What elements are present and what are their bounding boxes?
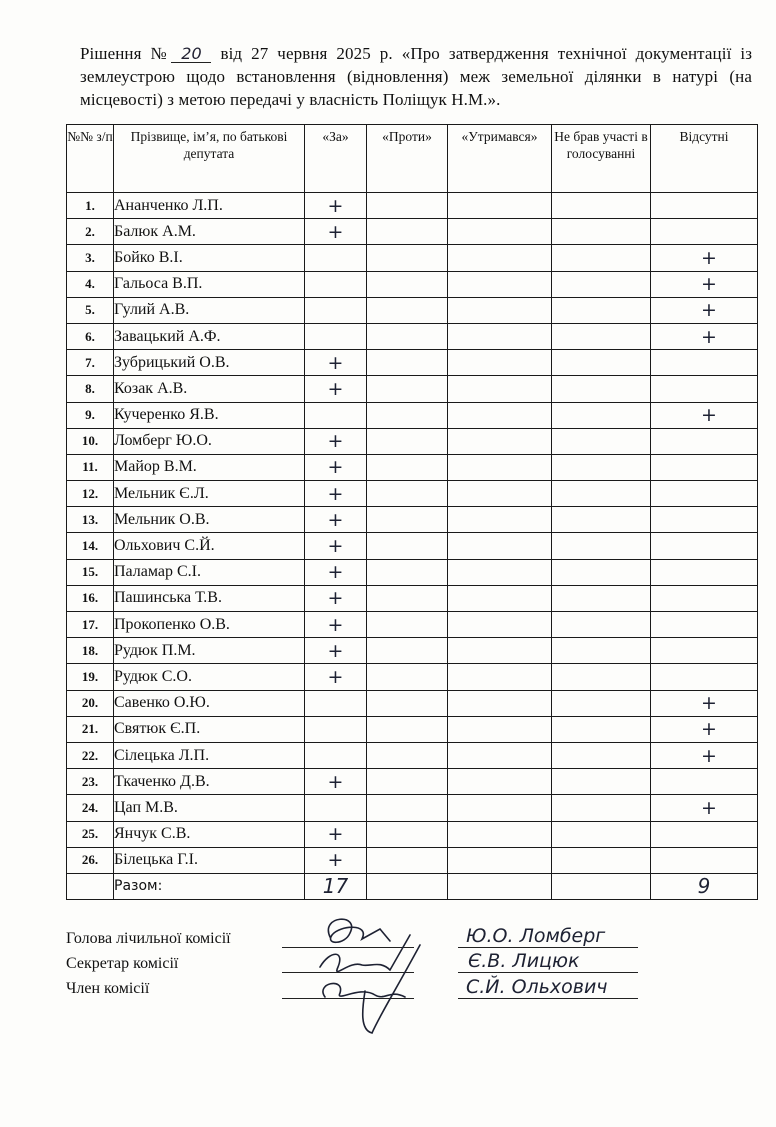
table-row <box>67 193 758 219</box>
vote-abstain-cell <box>448 847 552 873</box>
row-num: 22. <box>67 742 114 768</box>
chair-signature <box>328 919 390 942</box>
table-row <box>67 612 758 638</box>
vote-for-mark: + <box>305 559 367 585</box>
row-num: 9. <box>67 402 114 428</box>
table-row <box>67 821 758 847</box>
member-name-line <box>458 998 638 999</box>
vote-novote-cell <box>552 742 651 768</box>
deputy-name: Цап М.В. <box>114 795 305 821</box>
decision-prefix: Рішення № <box>80 44 172 63</box>
vote-against-cell <box>367 742 448 768</box>
vote-novote-cell <box>552 454 651 480</box>
vote-against-cell <box>367 297 448 323</box>
vote-abstain-cell <box>448 507 552 533</box>
member-label: Член комісії <box>66 980 150 997</box>
deputy-name: Зубрицький О.В. <box>114 350 305 376</box>
vote-for-mark: + <box>305 454 367 480</box>
vote-abstain-cell <box>448 821 552 847</box>
deputy-name: Пашинська Т.В. <box>114 585 305 611</box>
row-num: 21. <box>67 716 114 742</box>
vote-against-cell <box>367 245 448 271</box>
total-abstain <box>448 873 552 899</box>
table-row <box>67 795 758 821</box>
absent-mark <box>651 664 758 690</box>
vote-novote-cell <box>552 716 651 742</box>
vote-for-mark: + <box>305 507 367 533</box>
vote-abstain-cell <box>448 245 552 271</box>
vote-novote-cell <box>552 245 651 271</box>
member-signature <box>323 945 420 1033</box>
voting-table <box>66 124 758 900</box>
secretary-signature <box>320 935 410 971</box>
vote-novote-cell <box>552 376 651 402</box>
header-name: Прізвище, ім’я, по батькові депутата <box>114 125 305 193</box>
vote-novote-cell <box>552 350 651 376</box>
vote-for-mark: + <box>305 821 367 847</box>
vote-against-cell <box>367 716 448 742</box>
vote-for-mark <box>305 795 367 821</box>
vote-against-cell <box>367 821 448 847</box>
header-novote: Не брав участі в голосуванні <box>552 125 651 193</box>
vote-abstain-cell <box>448 454 552 480</box>
table-row <box>67 742 758 768</box>
vote-abstain-cell <box>448 690 552 716</box>
vote-for-mark: + <box>305 376 367 402</box>
vote-novote-cell <box>552 507 651 533</box>
vote-against-cell <box>367 664 448 690</box>
vote-against-cell <box>367 428 448 454</box>
vote-for-mark: + <box>305 638 367 664</box>
table-row <box>67 271 758 297</box>
row-num: 2. <box>67 219 114 245</box>
deputy-name: Кучеренко Я.В. <box>114 402 305 428</box>
vote-novote-cell <box>552 769 651 795</box>
table-row <box>67 428 758 454</box>
vote-against-cell <box>367 402 448 428</box>
vote-against-cell <box>367 481 448 507</box>
table-row <box>67 664 758 690</box>
deputy-name: Майор В.М. <box>114 454 305 480</box>
secretary-label: Секретар комісії <box>66 955 179 972</box>
row-num: 8. <box>67 376 114 402</box>
vote-abstain-cell <box>448 323 552 349</box>
absent-mark <box>651 847 758 873</box>
total-num <box>67 873 114 899</box>
row-num: 13. <box>67 507 114 533</box>
deputy-name: Прокопенко О.В. <box>114 612 305 638</box>
header-for: «За» <box>305 125 367 193</box>
total-label: Разом: <box>114 873 305 899</box>
absent-mark <box>651 507 758 533</box>
vote-against-cell <box>367 769 448 795</box>
row-num: 10. <box>67 428 114 454</box>
vote-novote-cell <box>552 219 651 245</box>
deputy-name: Янчук С.В. <box>114 821 305 847</box>
table-row <box>67 297 758 323</box>
row-num: 23. <box>67 769 114 795</box>
vote-for-mark <box>305 402 367 428</box>
absent-mark <box>651 533 758 559</box>
row-num: 20. <box>67 690 114 716</box>
vote-against-cell <box>367 533 448 559</box>
row-num: 6. <box>67 323 114 349</box>
table-row <box>67 323 758 349</box>
secretary-name-line <box>458 972 638 973</box>
row-num: 5. <box>67 297 114 323</box>
vote-for-mark: + <box>305 612 367 638</box>
row-num: 25. <box>67 821 114 847</box>
vote-abstain-cell <box>448 271 552 297</box>
vote-against-cell <box>367 507 448 533</box>
row-num: 19. <box>67 664 114 690</box>
vote-abstain-cell <box>448 769 552 795</box>
absent-mark <box>651 585 758 611</box>
total-for: 17 <box>305 873 367 899</box>
vote-abstain-cell <box>448 585 552 611</box>
row-num: 17. <box>67 612 114 638</box>
vote-against-cell <box>367 323 448 349</box>
vote-novote-cell <box>552 821 651 847</box>
vote-novote-cell <box>552 481 651 507</box>
header-absent: Відсутні <box>651 125 758 193</box>
vote-for-mark: + <box>305 769 367 795</box>
deputy-name: Балюк А.М. <box>114 219 305 245</box>
row-num: 12. <box>67 481 114 507</box>
vote-against-cell <box>367 376 448 402</box>
row-num: 3. <box>67 245 114 271</box>
vote-against-cell <box>367 795 448 821</box>
vote-novote-cell <box>552 795 651 821</box>
deputy-name: Ткаченко Д.В. <box>114 769 305 795</box>
deputy-name: Бойко В.І. <box>114 245 305 271</box>
deputy-name: Гулий А.В. <box>114 297 305 323</box>
deputy-name: Савенко О.Ю. <box>114 690 305 716</box>
table-row <box>67 585 758 611</box>
vote-abstain-cell <box>448 481 552 507</box>
header-num: №№ з/п <box>67 125 114 193</box>
vote-novote-cell <box>552 297 651 323</box>
absent-mark <box>651 454 758 480</box>
vote-for-mark: + <box>305 193 367 219</box>
table-body <box>67 193 758 874</box>
vote-against-cell <box>367 638 448 664</box>
vote-for-mark <box>305 323 367 349</box>
table-row <box>67 533 758 559</box>
total-novote <box>552 873 651 899</box>
table-row <box>67 716 758 742</box>
deputy-name: Рудюк С.О. <box>114 664 305 690</box>
absent-mark: + <box>651 716 758 742</box>
table-row <box>67 481 758 507</box>
vote-for-mark: + <box>305 219 367 245</box>
vote-novote-cell <box>552 533 651 559</box>
table-row <box>67 769 758 795</box>
vote-novote-cell <box>552 402 651 428</box>
deputy-name: Мельник Є.Л. <box>114 481 305 507</box>
table-row <box>67 454 758 480</box>
vote-novote-cell <box>552 428 651 454</box>
vote-abstain-cell <box>448 638 552 664</box>
vote-against-cell <box>367 193 448 219</box>
vote-against-cell <box>367 585 448 611</box>
table-row <box>67 690 758 716</box>
vote-against-cell <box>367 612 448 638</box>
vote-abstain-cell <box>448 402 552 428</box>
decision-number: 20 <box>171 46 211 63</box>
absent-mark: + <box>651 245 758 271</box>
total-absent: 9 <box>651 873 758 899</box>
vote-abstain-cell <box>448 716 552 742</box>
vote-for-mark: + <box>305 585 367 611</box>
vote-abstain-cell <box>448 193 552 219</box>
absent-mark: + <box>651 690 758 716</box>
row-num: 11. <box>67 454 114 480</box>
vote-abstain-cell <box>448 376 552 402</box>
table-row <box>67 507 758 533</box>
deputy-name: Козак А.В. <box>114 376 305 402</box>
chair-name-line <box>458 947 638 948</box>
vote-for-mark <box>305 742 367 768</box>
vote-novote-cell <box>552 193 651 219</box>
absent-mark <box>651 376 758 402</box>
vote-against-cell <box>367 847 448 873</box>
vote-for-mark <box>305 690 367 716</box>
vote-for-mark: + <box>305 428 367 454</box>
header-against: «Проти» <box>367 125 448 193</box>
table-row <box>67 245 758 271</box>
vote-abstain-cell <box>448 350 552 376</box>
absent-mark: + <box>651 795 758 821</box>
vote-abstain-cell <box>448 559 552 585</box>
vote-for-mark <box>305 297 367 323</box>
vote-against-cell <box>367 350 448 376</box>
total-against <box>367 873 448 899</box>
handwritten-signatures <box>290 905 440 1045</box>
row-num: 7. <box>67 350 114 376</box>
vote-abstain-cell <box>448 219 552 245</box>
vote-novote-cell <box>552 638 651 664</box>
vote-for-mark <box>305 716 367 742</box>
row-num: 18. <box>67 638 114 664</box>
deputy-name: Гальоса В.П. <box>114 271 305 297</box>
absent-mark: + <box>651 742 758 768</box>
absent-mark <box>651 193 758 219</box>
vote-novote-cell <box>552 271 651 297</box>
table-row <box>67 847 758 873</box>
vote-against-cell <box>367 271 448 297</box>
row-num: 1. <box>67 193 114 219</box>
absent-mark: + <box>651 297 758 323</box>
deputy-name: Ананченко Л.П. <box>114 193 305 219</box>
absent-mark <box>651 350 758 376</box>
vote-abstain-cell <box>448 612 552 638</box>
vote-abstain-cell <box>448 742 552 768</box>
deputy-name: Мельник О.В. <box>114 507 305 533</box>
vote-for-mark: + <box>305 533 367 559</box>
row-num: 16. <box>67 585 114 611</box>
table-header-row <box>67 125 758 193</box>
header-abstain: «Утримався» <box>448 125 552 193</box>
vote-abstain-cell <box>448 664 552 690</box>
deputy-name: Ломберг Ю.О. <box>114 428 305 454</box>
vote-novote-cell <box>552 664 651 690</box>
table-row <box>67 559 758 585</box>
absent-mark <box>651 559 758 585</box>
absent-mark <box>651 481 758 507</box>
member-handwritten-name: С.Й. Ольхович <box>466 976 608 998</box>
deputy-name: Завацький А.Ф. <box>114 323 305 349</box>
row-num: 14. <box>67 533 114 559</box>
absent-mark <box>651 769 758 795</box>
deputy-name: Святюк Є.П. <box>114 716 305 742</box>
vote-novote-cell <box>552 847 651 873</box>
deputy-name: Білецька Г.І. <box>114 847 305 873</box>
vote-for-mark <box>305 245 367 271</box>
vote-for-mark: + <box>305 847 367 873</box>
vote-novote-cell <box>552 585 651 611</box>
table-row <box>67 219 758 245</box>
vote-against-cell <box>367 690 448 716</box>
absent-mark <box>651 612 758 638</box>
vote-for-mark: + <box>305 481 367 507</box>
chair-handwritten-name: Ю.О. Ломберг <box>466 925 606 947</box>
vote-novote-cell <box>552 559 651 585</box>
signature-labels <box>66 926 231 1001</box>
vote-novote-cell <box>552 612 651 638</box>
deputy-name: Ольхович С.Й. <box>114 533 305 559</box>
table-row <box>67 350 758 376</box>
total-row <box>67 873 758 899</box>
deputy-name: Сілецька Л.П. <box>114 742 305 768</box>
table-row <box>67 376 758 402</box>
row-num: 24. <box>67 795 114 821</box>
absent-mark: + <box>651 271 758 297</box>
row-num: 15. <box>67 559 114 585</box>
vote-novote-cell <box>552 690 651 716</box>
vote-novote-cell <box>552 323 651 349</box>
deputy-name: Паламар С.І. <box>114 559 305 585</box>
vote-for-mark: + <box>305 350 367 376</box>
vote-for-mark <box>305 271 367 297</box>
deputy-name: Рудюк П.М. <box>114 638 305 664</box>
vote-abstain-cell <box>448 795 552 821</box>
absent-mark: + <box>651 402 758 428</box>
absent-mark <box>651 821 758 847</box>
decision-text: від 27 червня 2025 р. «Про затвердження технічної документації із землеустрою щодо встановлення (відновлення) меж земельної ділянки в натурі (на місцевості) з метою передачі у власність Поліщук Н.М.». <box>80 44 753 109</box>
absent-mark <box>651 638 758 664</box>
absent-mark: + <box>651 323 758 349</box>
secretary-handwritten-name: Є.В. Лицюк <box>468 950 580 972</box>
chair-label: Голова лічильної комісії <box>66 930 231 947</box>
row-num: 4. <box>67 271 114 297</box>
table-row <box>67 638 758 664</box>
vote-abstain-cell <box>448 428 552 454</box>
absent-mark <box>651 428 758 454</box>
vote-against-cell <box>367 219 448 245</box>
decision-title <box>80 42 752 111</box>
row-num: 26. <box>67 847 114 873</box>
vote-for-mark: + <box>305 664 367 690</box>
table-row <box>67 402 758 428</box>
vote-against-cell <box>367 454 448 480</box>
vote-abstain-cell <box>448 297 552 323</box>
vote-abstain-cell <box>448 533 552 559</box>
absent-mark <box>651 219 758 245</box>
vote-against-cell <box>367 559 448 585</box>
